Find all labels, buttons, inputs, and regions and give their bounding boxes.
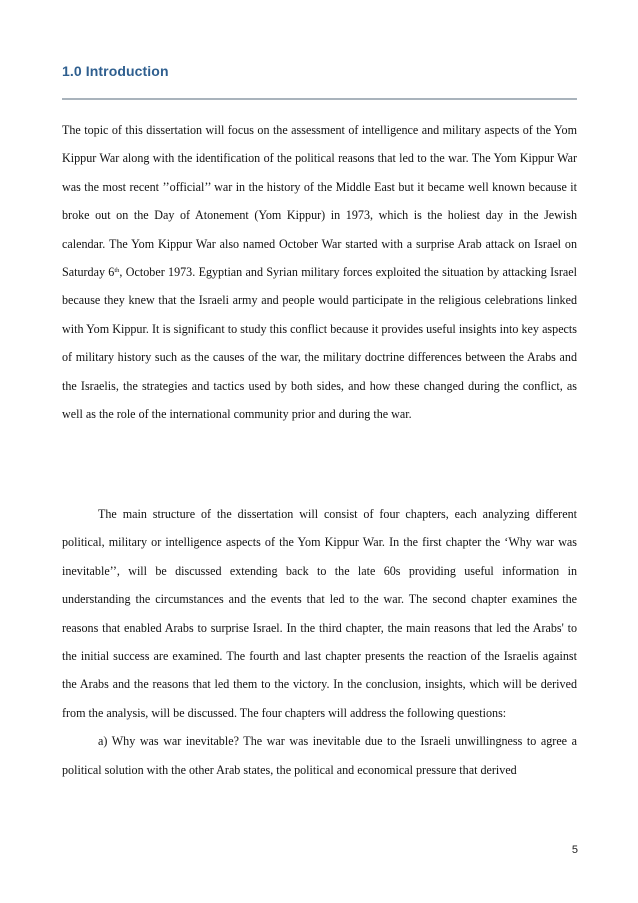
- list-item-a: a) Why was war inevitable? The war was inevitable due to the Israeli unwillingness to agree a political solution with the other Arab states, the political and economical pressure that derived: [62, 734, 577, 777]
- page-number: 5: [571, 844, 578, 856]
- intro-paragraph-text-2: , October 1973. Egyptian and Syrian military forces exploited the situation by attacking Israel because they knew that the Israeli army and people would participate in the religious celebrations linked with Yom Kippur. It is significant to study this conflict because it provides useful insights into key aspects of military history such as the causes of the war, the military doctrine differences between the Arabs and the Israelis, the strategies and tactics used by both sides, and how these changed during the conflict, as well as the role of the international community prior and during the war.: [62, 265, 577, 422]
- structure-paragraph: [62, 500, 577, 784]
- heading-divider: [62, 98, 577, 100]
- section-heading: 1.0 Introduction: [62, 63, 169, 79]
- structure-paragraph-text: The main structure of the dissertation will consist of four chapters, each analyzing different political, military or intelligence aspects of the Yom Kippur War. In the first chapter the ‘Why war was inevitable’’, will be discussed extending back to the late 60s providing useful information in understanding the circumstances and the events that led to the war. The second chapter examines the reasons that enabled Arabs to surprise Israel. In the third chapter, the main reasons that led the Arabs' to the initial success are examined. The fourth and last chapter presents the reaction of the Israelis against the Arabs and the reasons that led them to the victory. In the conclusion, insights, which will be derived from the analysis, will be discussed. The four chapters will address the following questions:: [62, 507, 577, 720]
- intro-paragraph-text-1: The topic of this dissertation will focus on the assessment of intelligence and military aspects of the Yom Kippur War along with the identification of the political reasons that led to the war. The Yom Kippur War was the most recent ’’official’’ war in the history of the Middle East but it became well known because it broke out on the Day of Atonement (Yom Kippur) in 1973, which is the holiest day in the Jewish calendar. The Yom Kippur War also named October War started with a surprise Arab attack on Israel on Saturday 6: [62, 123, 577, 280]
- intro-paragraph: [62, 116, 577, 428]
- ordinal-suffix: th: [114, 267, 120, 275]
